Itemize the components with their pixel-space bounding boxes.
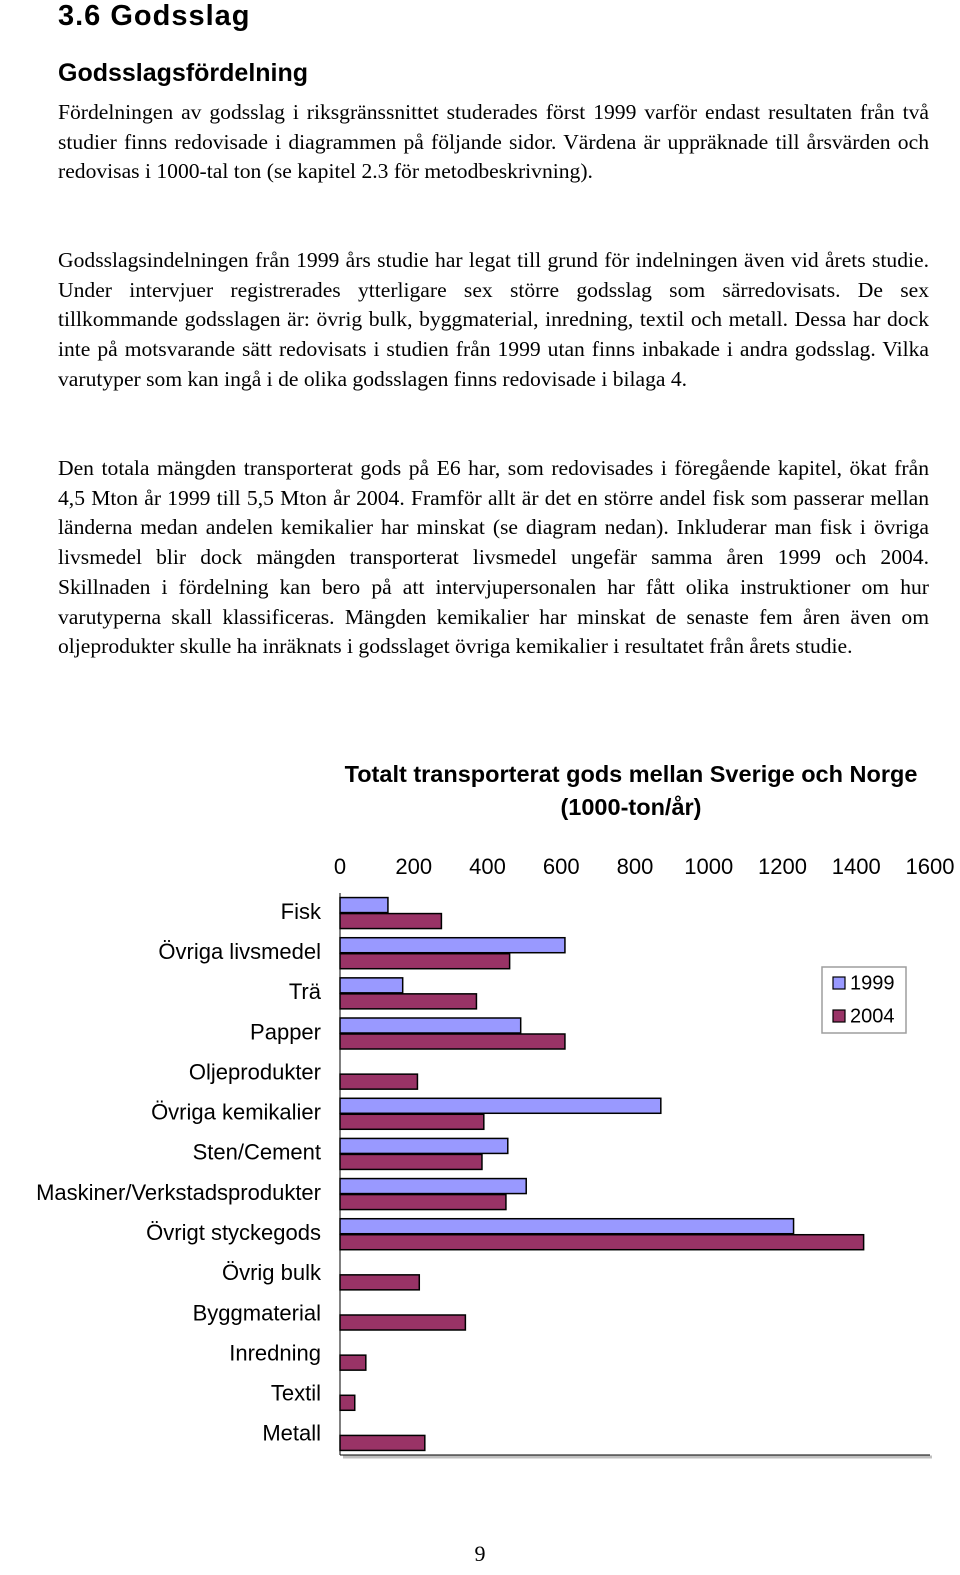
category-label: Papper: [250, 1019, 321, 1045]
section-heading: 3.6 Godsslag: [58, 0, 251, 32]
bar-2004: [340, 1435, 425, 1450]
category-label: Trä: [288, 979, 321, 1005]
bar-2004: [340, 1235, 864, 1250]
paragraph-2: Godsslagsindelningen från 1999 års studie har legat till grund för indelningen även vid årets studie. Under intervjuer registrerades ytterligare sex större godsslag som särredovisats. De sex tillkommande godsslagen är: övrig bulk, byggmaterial, inredning, textil och metall. Dessa har dock inte på motsvarande sätt redovisats i studien från 1999 utan finns inbakade i andra godsslag. Vilka varutyper som kan ingå i de olika godsslagen finns redovisade i bilaga 4.: [58, 248, 929, 391]
category-label: Textil: [270, 1380, 321, 1406]
paragraph-1: Fördelningen av godsslag i riksgränssnittet studerades först 1999 varför endast resultaten från två studier finns redovisade i diagrammen på följande sidor. Värdena är uppräknade till årsvärden och redovisas i 1000-tal ton (se kapitel 2.3 för metodbeskrivning).: [58, 100, 929, 184]
bar-1999: [340, 978, 403, 993]
chart-title-line2: (1000-ton/år): [560, 794, 702, 820]
page-number: 9: [474, 1541, 486, 1566]
bar-2004: [340, 1315, 465, 1330]
x-tick-label: 1600: [905, 853, 955, 879]
bar-1999: [340, 1098, 661, 1113]
bar-2004: [340, 954, 510, 969]
bar-1999: [340, 898, 388, 913]
x-tick-label: 400: [469, 853, 506, 879]
bar-1999: [340, 938, 565, 953]
x-tick-label: 1400: [831, 853, 881, 879]
category-label: Övrigt styckegods: [146, 1220, 321, 1246]
bar-1999: [340, 1018, 521, 1033]
legend-label: 1999: [850, 972, 895, 995]
x-tick-label: 600: [542, 853, 580, 879]
legend-swatch-2004: [833, 1010, 845, 1022]
bar-2004: [340, 994, 476, 1009]
bar-2004: [340, 1275, 419, 1290]
x-tick-label: 1000: [684, 853, 734, 879]
bar-2004: [340, 1074, 417, 1089]
category-label: Övriga kemikalier: [151, 1099, 321, 1125]
category-label: Inredning: [229, 1340, 321, 1366]
x-tick-label: 0: [333, 853, 347, 879]
category-label: Sten/Cement: [192, 1139, 321, 1165]
x-tick-label: 200: [395, 853, 433, 879]
x-tick-label: 800: [616, 853, 654, 879]
subheading: Godsslagsfördelning: [58, 59, 309, 87]
bar-1999: [340, 1138, 508, 1153]
bar-2004: [340, 1355, 366, 1370]
bar-1999: [340, 1179, 526, 1194]
category-label: Fisk: [280, 898, 321, 924]
category-label: Byggmaterial: [192, 1300, 321, 1326]
bar-2004: [340, 1195, 506, 1210]
bar-1999: [340, 1219, 794, 1234]
bar-2004: [340, 914, 441, 929]
legend-swatch-1999: [833, 977, 845, 989]
category-label: Övrig bulk: [221, 1260, 321, 1286]
category-label: Maskiner/Verkstadsprodukter: [36, 1179, 321, 1205]
paragraph-3: Den totala mängden transporterat gods på E6 har, som redovisades i föregående kapitel, ökat från 4,5 Mton år 1999 till 5,5 Mton år 2004. Framför allt är det en större andel fisk som passerar mellan länderna medan andelen kemikalier har minskat (se diagram nedan). Inkluderar man fisk i övriga livsmedel blir dock mängden transporterat livsmedel ungefär samma åren 1999 och 2004. Skillnaden i fördelning kan bero på att intervjupersonalen har fått olika instruktioner om hur varutyperna skall klassificeras. Mängden kemikalier har minskat de senaste fem åren även om oljeprodukter skulle ha inräknats i godsslaget övriga kemikalier i resultatet från årets studie.: [58, 456, 929, 659]
x-tick-label: 1200: [758, 853, 807, 879]
chart-title-line1: Totalt transporterat gods mellan Sverige och Norge: [344, 761, 918, 787]
category-label: Oljeprodukter: [188, 1059, 321, 1085]
category-label: Övriga livsmedel: [158, 939, 321, 965]
bar-2004: [340, 1034, 565, 1049]
category-label: Metall: [262, 1420, 321, 1446]
legend-label: 2004: [850, 1005, 895, 1028]
bar-2004: [340, 1395, 355, 1410]
bar-2004: [340, 1114, 484, 1129]
bar-2004: [340, 1154, 482, 1169]
